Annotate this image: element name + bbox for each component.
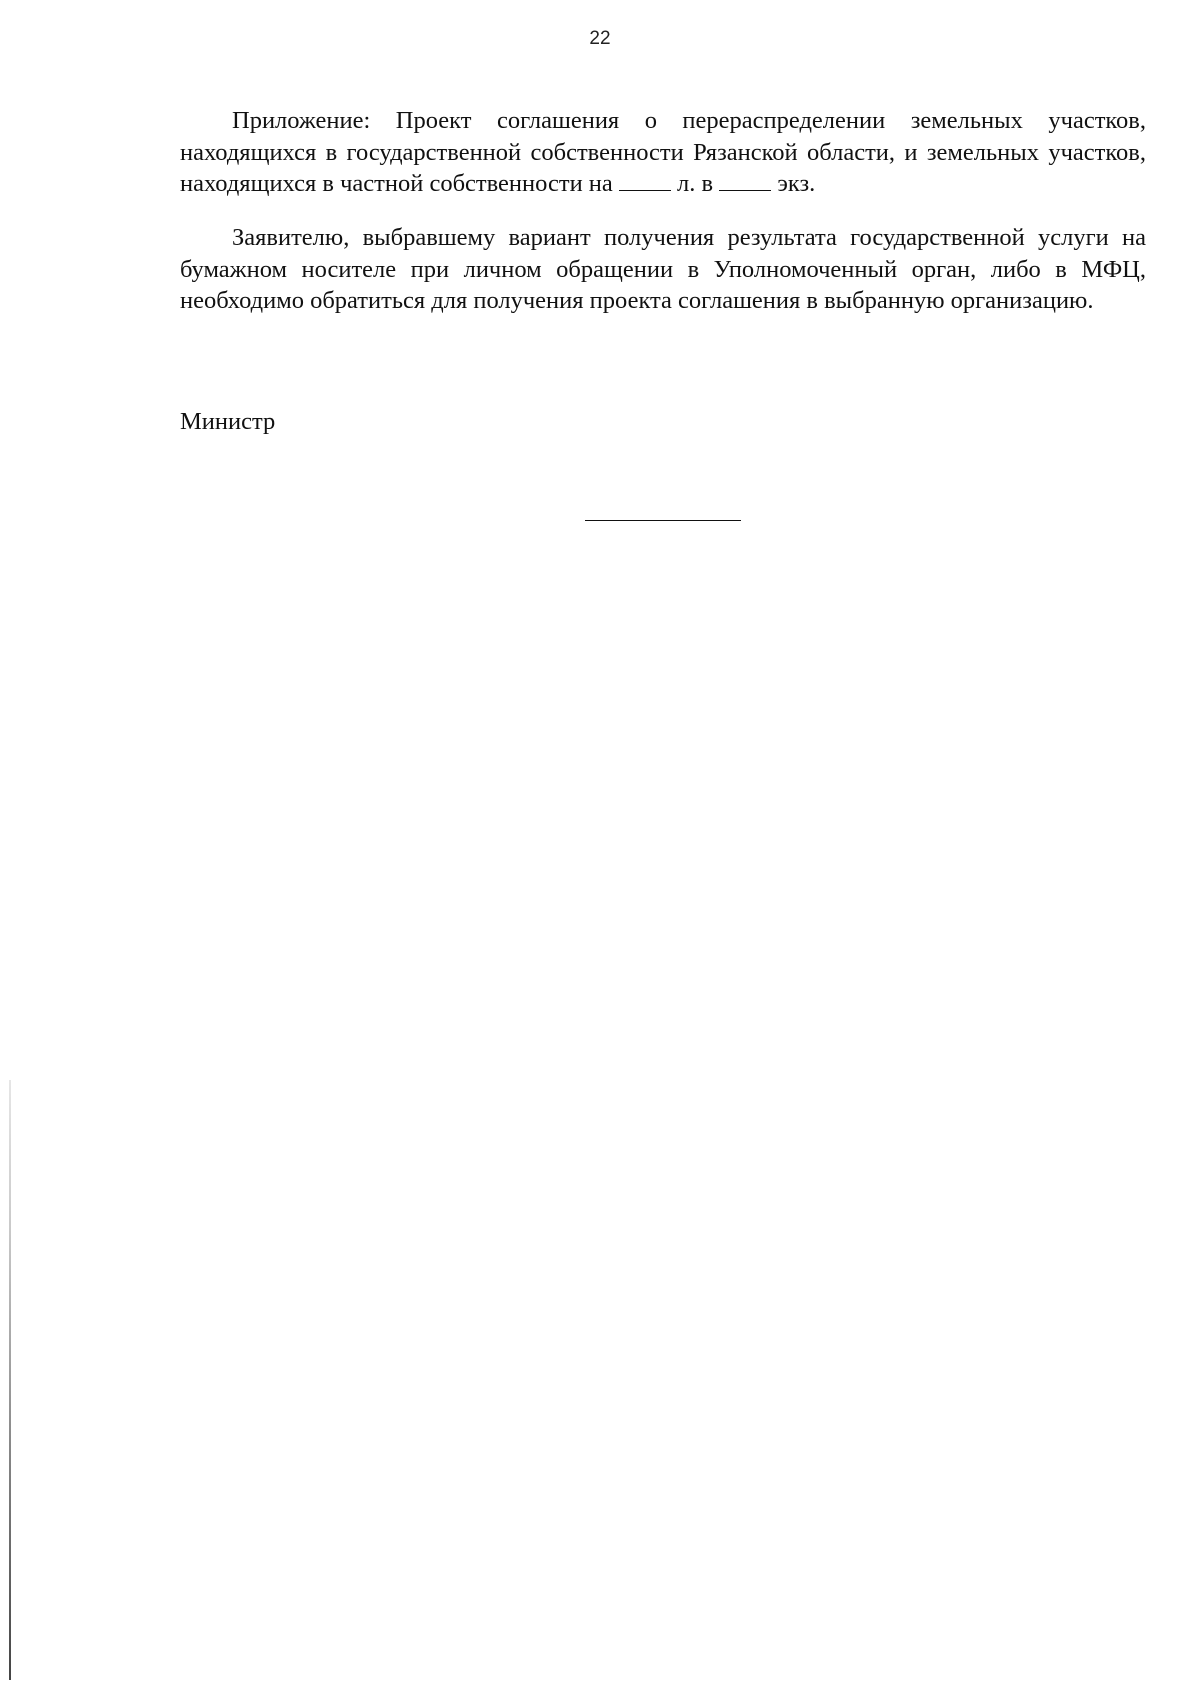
copy-count-blank <box>719 172 771 191</box>
appendix-text-part1: Приложение: Проект соглашения о перераспределении земельных участков, находящихся в государственной собственности Рязанской области, и земельных участков, находящихся в частной собственности на <box>180 107 1146 197</box>
scan-edge-artifact <box>9 1080 11 1680</box>
signature-title: Министр <box>180 408 276 435</box>
applicant-note-paragraph: Заявителю, выбравшему вариант получения результата государственной услуги на бумажном носителе при личном обращении в Уполномоченный орган, либо в МФЦ, необходимо обратиться для получения проекта соглашения в выбранную организацию. <box>180 224 1146 314</box>
appendix-text-part2: л. в <box>677 170 714 197</box>
appendix-paragraph <box>180 105 1146 200</box>
end-of-document-rule <box>585 520 741 521</box>
page-number: 22 <box>589 28 611 49</box>
appendix-text-part3: экз. <box>777 170 816 197</box>
sheet-count-blank <box>619 172 671 191</box>
